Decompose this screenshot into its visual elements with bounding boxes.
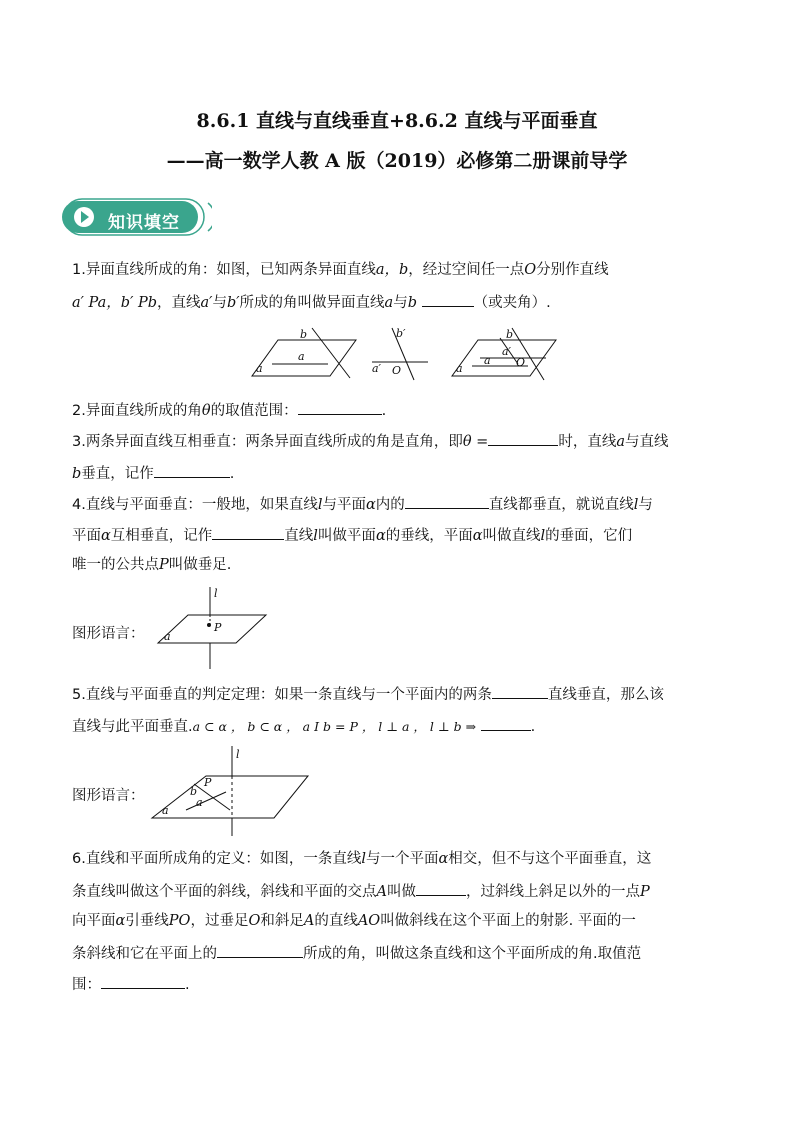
svg-text:a: a xyxy=(162,804,169,817)
q4-line2: 平面α互相垂直，记作 直线l叫做平面α的垂线，平面α叫做直线l的垂面，它们 xyxy=(72,524,632,546)
svg-text:a′: a′ xyxy=(372,362,382,375)
q1-line2: a′ Pa，b′ Pb，直线a′与b′所成的角叫做异面直线a与b （或夹角）. xyxy=(72,291,551,313)
svg-text:a′: a′ xyxy=(502,345,512,358)
q6-line2: 条直线叫做这个平面的斜线，斜线和平面的交点A叫做 ，过斜线上斜足以外的一点P xyxy=(72,880,650,902)
svg-text:a: a xyxy=(298,350,305,363)
svg-text:a: a xyxy=(456,362,463,375)
answer-blank[interactable] xyxy=(212,524,284,540)
figure-perp-theorem xyxy=(150,744,312,838)
svg-text:b: b xyxy=(190,785,198,798)
q4-line1: 4.直线与平面垂直：一般地，如果直线l与平面α内的 直线都垂直，就说直线l与 xyxy=(72,493,653,515)
answer-blank[interactable] xyxy=(422,291,474,307)
svg-text:b: b xyxy=(300,328,308,341)
answer-blank[interactable] xyxy=(488,430,558,446)
answer-blank[interactable] xyxy=(101,973,185,989)
figure-translated-lines xyxy=(368,326,432,382)
figure-label: 图形语言： xyxy=(72,626,145,642)
section-badge-label: 知识填空 xyxy=(108,213,180,233)
svg-text:P: P xyxy=(204,776,212,789)
answer-blank[interactable] xyxy=(298,399,382,415)
svg-text:a: a xyxy=(484,354,491,367)
answer-blank[interactable] xyxy=(405,493,489,509)
answer-blank[interactable] xyxy=(481,715,531,731)
svg-text:a: a xyxy=(256,362,263,375)
svg-text:b′: b′ xyxy=(396,327,406,340)
figure-skew-angle xyxy=(450,326,560,382)
answer-blank[interactable] xyxy=(416,880,466,896)
svg-text:l: l xyxy=(236,748,240,761)
svg-text:O: O xyxy=(516,356,526,369)
page-subtitle: ——高一数学人教 A 版（2019）必修第二册课前导学 xyxy=(166,150,628,172)
svg-text:a: a xyxy=(164,630,171,643)
q2-line: 2.异面直线所成的角θ的取值范围： . xyxy=(72,399,386,421)
q6-line4: 条斜线和它在平面上的 所成的角，叫做这条直线和这个平面所成的角.取值范 xyxy=(72,942,641,964)
q6-line1: 6.直线和平面所成角的定义：如图，一条直线l与一个平面α相交，但不与这个平面垂直，这 xyxy=(72,851,652,867)
answer-blank[interactable] xyxy=(492,683,548,699)
q3-line1: 3.两条异面直线互相垂直：两条异面直线所成的角是直角，即θ = 时，直线a与直线 xyxy=(72,430,669,452)
q3-line2: b垂直，记作 . xyxy=(72,462,234,484)
figure-label: 图形语言： xyxy=(72,788,145,804)
page-title: 8.6.1 直线与直线垂直+8.6.2 直线与平面垂直 xyxy=(196,110,598,132)
q5-line1: 5.直线与平面垂直的判定定理：如果一条直线与一个平面内的两条 直线垂直，那么该 xyxy=(72,683,664,705)
answer-blank[interactable] xyxy=(154,462,230,478)
svg-text:P: P xyxy=(214,621,222,634)
svg-text:O: O xyxy=(392,364,402,377)
q6-line3: 向平面α引垂线PO，过垂足O和斜足A的直线AO叫做斜线在这个平面上的射影. 平面的一 xyxy=(72,913,636,929)
q4-line3: 唯一的公共点P叫做垂足. xyxy=(72,557,232,573)
answer-blank[interactable] xyxy=(217,942,303,958)
svg-text:a: a xyxy=(196,796,203,809)
q5-line2: 直线与此平面垂直.a ⊂ α ， b ⊂ α ， a I b = P ， l ⊥ a ， l ⊥ b ⇒ . xyxy=(72,715,535,737)
figure-skew-lines xyxy=(250,326,360,382)
q6-line5: 围： . xyxy=(72,973,190,995)
figure-line-perp-plane xyxy=(150,585,270,671)
svg-text:b: b xyxy=(506,328,514,341)
q1-line1: 1.异面直线所成的角：如图，已知两条异面直线a，b，经过空间任一点O分别作直线 xyxy=(72,262,609,278)
svg-text:l: l xyxy=(214,587,218,600)
